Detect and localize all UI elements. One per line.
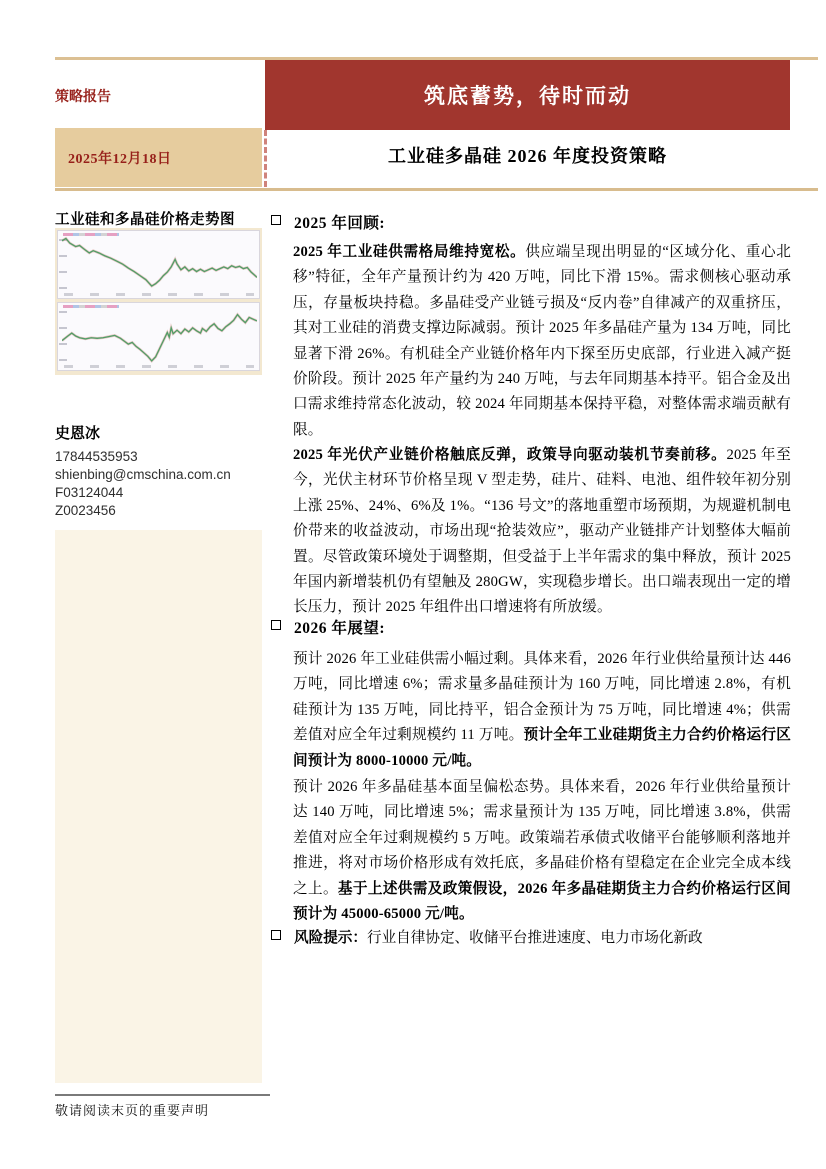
text-run: 预计 2026 年工业硅供需小幅过剩。具体来看，2026 年行业供给量预计达 446 万吨，同比增速 6%；需求量多晶硅预计为 160 万吨，同比增速 2.8%，有机硅预计为 135 万吨，同比持平，铝合金预计为 75 万吨，同比增速 4%；供需差值对应全年过剩规模约 11 万吨。: [293, 651, 791, 744]
report-date: 2025年12月18日: [68, 151, 172, 167]
text-run: 风险提示：: [294, 930, 367, 946]
sidebar-background-block: [55, 530, 262, 1083]
analyst-phone: 17844535953: [55, 449, 138, 464]
footer-divider: [55, 1094, 270, 1096]
price-trend-chart: [55, 228, 262, 375]
analyst-code-1: F03124044: [55, 485, 124, 500]
text-run: 行业自律协定、收储平台推进速度、电力市场化新政: [366, 930, 703, 946]
section-heading-row: [271, 211, 791, 233]
polysilicon-sparkline: [62, 307, 257, 365]
analyst-name: 史恩冰: [55, 426, 101, 442]
polysilicon-chart-panel: [57, 302, 260, 371]
paragraph-2026-industrial-silicon: [293, 647, 791, 774]
industrial-silicon-sparkline: [62, 235, 257, 293]
text-run: 2025 年至今，光伏主材环节价格呈现 V 型走势，硅片、硅料、电池、组件较年初分别上涨 25%、24%、6%及 1%。“136 号文”的落地重塑市场预期，为规避机制电价带来的收益波动，市场出现“抢装效应”，驱动产业链排产计划整体大幅前置。尽管政策环境处于调整期，但受益于上半年需求的集中释放，预计 2025 年国内新增装机仍有望触及 280GW，实现稳步增长。出口端表现出一定的增长压力，预计 2025 年组件出口增速将有所放缓。: [293, 447, 791, 616]
report-title: 工业硅多晶硅 2026 年度投资策略: [388, 146, 667, 166]
paragraph-2025-industrial-silicon: [293, 240, 791, 443]
paragraph-2025-pv-chain: [293, 443, 791, 621]
risk-warning-text: [294, 926, 703, 947]
x-axis-labels-smudge: [64, 293, 254, 296]
sidebar-chart-title: 工业硅和多晶硅价格走势图: [55, 212, 235, 228]
bullet-square-icon: [271, 620, 281, 630]
text-run: 预计 2026 年多晶硅基本面呈偏松态势。具体来看，2026 年行业供给量预计达 140 万吨，同比增速 5%；需求量预计为 135 万吨，同比增速 3.8%，供需差值对应全年过剩规模约 5 万吨。政策端若承债式收储平台能够顺利落地并推进，将对市场价格形成有效托底，多晶硅价格有望稳定在企业完全成本线之上。: [293, 779, 791, 897]
section-heading-row: [271, 616, 791, 638]
footer-disclaimer: 敬请阅读末页的重要声明: [55, 1103, 210, 1118]
text-run: 供应端呈现出明显的“区域分化、重心北移”特征，全年产量预计约为 420 万吨，同比下滑 15%。需求侧核心驱动承压，存量板块持稳。多晶硅受产业链亏损及“反内卷”自律减产的双重挤压，其对工业硅的消费支撑边际减弱。预计 2025 年多晶硅产量为 134 万吨，同比显著下滑 26%。有机硅全产业链价格年内下探至历史底部，行业进入减产挺价阶段。预计 2025 年产量约为 240 万吨，与去年同期基本持平。铝合金及出口需求维持常态化波动，较 2024 年同期基本保持平稳，对整体需求端贡献有限。: [293, 244, 791, 438]
paragraph-2026-polysilicon: [293, 775, 791, 927]
banner: [265, 60, 790, 130]
section-heading-2026-outlook: 2026 年展望:: [294, 620, 386, 637]
bullet-square-icon: [271, 930, 281, 940]
text-run: 预计全年工业硅期货主力合约价格运行区间预计为 8000-10000 元/吨。: [293, 727, 791, 769]
date-box: [55, 128, 262, 187]
text-run: 2025 年工业硅供需格局维持宽松。: [293, 244, 526, 260]
risk-warning-row: [271, 926, 791, 947]
section-heading-2025-review: 2025 年回顾:: [294, 215, 386, 232]
analyst-code-2: Z0023456: [55, 503, 116, 518]
text-run: 2025 年光伏产业链价格触底反弹，政策导向驱动装机节奏前移。: [293, 447, 727, 463]
x-axis-labels-smudge: [64, 365, 254, 368]
report-type-label: 策略报告: [55, 90, 111, 105]
industrial-silicon-chart-panel: [57, 230, 260, 299]
text-run: 基于上述供需及政策假设，2026 年多晶硅期货主力合约价格运行区间预计为 45000-65000 元/吨。: [293, 880, 791, 923]
banner-title: 筑底蓄势，待时而动: [424, 84, 631, 108]
analyst-email: shienbing@cmschina.com.cn: [55, 467, 231, 482]
bullet-square-icon: [271, 215, 281, 225]
title-divider: [55, 188, 818, 191]
